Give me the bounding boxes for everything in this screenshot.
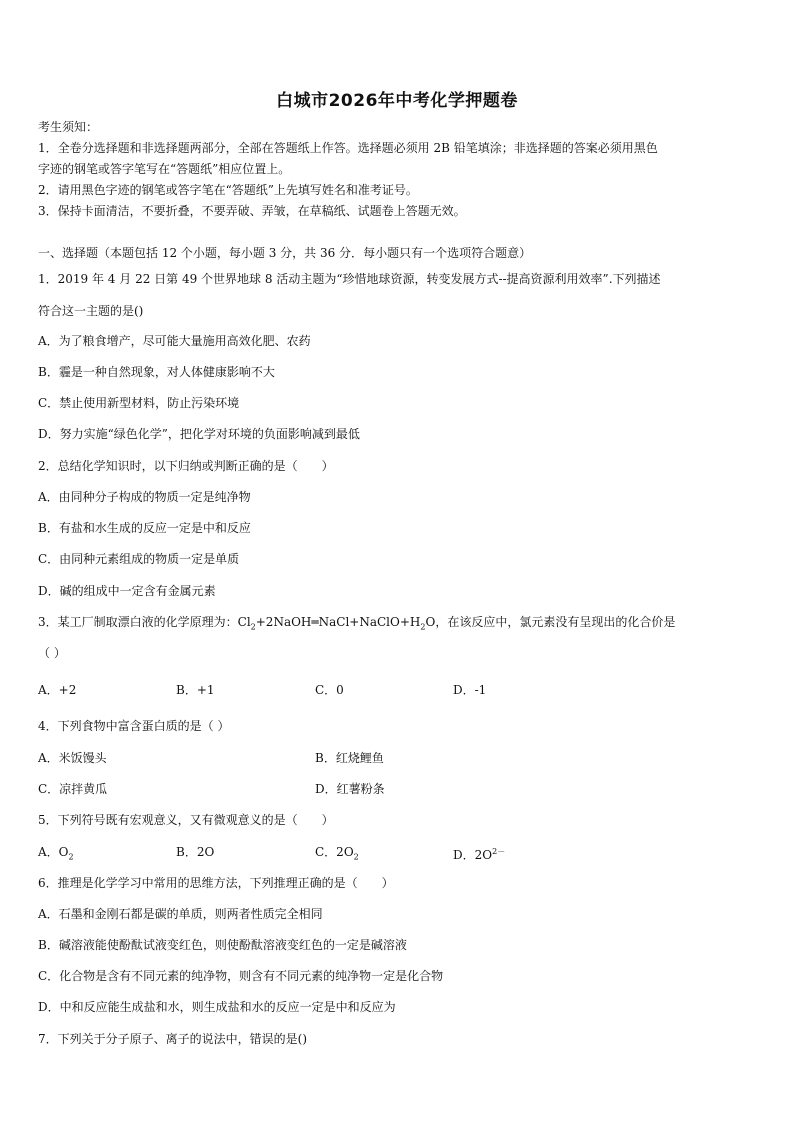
- q5-option-c-text: C．2O: [315, 845, 354, 859]
- q4-option-c: C．凉拌黄瓜: [38, 782, 108, 796]
- notice-item-1a: 1．全卷分选择题和非选择题两部分，全部在答题纸上作答。选择题必须用 2B 铅笔填涂；非选择题的答案必须用黑色: [38, 141, 658, 155]
- q1-stem-a: 1．2019 年 4 月 22 日第 49 个世界地球 8 活动主题为“珍惜地球资源，转变发展方式--提高资源利用效率”.下列描述: [38, 272, 661, 286]
- q6-option-d: D．中和反应能生成盐和水，则生成盐和水的反应一定是中和反应为: [38, 1000, 396, 1014]
- q3-option-c: C．0: [315, 683, 344, 697]
- q7-stem: 7．下列关于分子原子、离子的说法中，错误的是(): [38, 1032, 307, 1046]
- q5-option-d-sup: 2－: [492, 847, 506, 856]
- q5-stem: 5．下列符号既有宏观意义，又有微观意义的是（ ）: [38, 813, 334, 827]
- notice-heading: 考生须知：: [38, 120, 99, 134]
- q2-option-c: C．由同种元素组成的物质一定是单质: [38, 552, 240, 566]
- q3-stem-mid: +2NaOH═NaCl+NaClO+H: [255, 615, 421, 629]
- q3-option-d: D．-1: [453, 683, 487, 697]
- q5-option-a-sub: 2: [68, 852, 74, 862]
- q3-stem-b: （ ）: [38, 646, 66, 660]
- q5-option-b: B．2O: [176, 845, 215, 859]
- q4-option-b: B．红烧鲤鱼: [315, 751, 384, 765]
- notice-item-1b: 字迹的钢笔或答字笔写在“答题纸”相应位置上。: [38, 162, 291, 176]
- q3-sub-cl: 2: [250, 622, 256, 632]
- q3-stem: [38, 614, 758, 635]
- q1-option-b: B．霾是一种自然现象，对人体健康影响不大: [38, 365, 275, 379]
- notice-item-2: 2．请用黑色字迹的钢笔或答字笔在“答题纸”上先填写姓名和准考证号。: [38, 183, 418, 197]
- q1-option-a: A．为了粮食增产，尽可能大量施用高效化肥、农药: [38, 334, 311, 348]
- q5-option-c: [315, 844, 359, 865]
- q5-option-d: [453, 844, 505, 863]
- q3-option-b: B．+1: [176, 683, 215, 697]
- q5-option-a: [38, 844, 74, 865]
- q6-stem: 6．推理是化学学习中常用的思维方法，下列推理正确的是（ ）: [38, 876, 394, 890]
- page-title: 白城市2026年中考化学押题卷: [276, 91, 518, 111]
- q4-option-d: D．红薯粉条: [315, 782, 385, 796]
- notice-item-3: 3．保持卡面清洁，不要折叠，不要弄破、弄皱，在草稿纸、试题卷上答题无效。: [38, 204, 466, 218]
- q1-option-d: D．努力实施“绿色化学”，把化学对环境的负面影响减到最低: [38, 427, 360, 441]
- q1-option-c: C．禁止使用新型材料，防止污染环境: [38, 396, 240, 410]
- q4-stem: 4．下列食物中富含蛋白质的是（ ）: [38, 719, 230, 733]
- q6-option-a: A．石墨和金刚石都是碳的单质，则两者性质完全相同: [38, 907, 323, 921]
- q2-option-a: A．由同种分子构成的物质一定是纯净物: [38, 490, 251, 504]
- q1-stem-b: 符合这一主题的是(): [38, 304, 144, 318]
- q3-option-a: A．+2: [38, 683, 77, 697]
- q6-option-b: B．碱溶液能使酚酞试液变红色，则使酚酞溶液变红色的一定是碱溶液: [38, 938, 407, 952]
- q5-option-a-text: A．O: [38, 845, 69, 859]
- q3-stem-post: O，在该反应中，氯元素没有呈现出的化合价是: [425, 615, 676, 629]
- q5-option-c-sub: 2: [353, 852, 359, 862]
- q3-sub-h: 2: [420, 622, 426, 632]
- q4-option-a: A．米饭馒头: [38, 751, 107, 765]
- q3-stem-pre: 3．某工厂制取漂白液的化学原理为：Cl: [38, 615, 251, 629]
- q6-option-c: C．化合物是含有不同元素的纯净物，则含有不同元素的纯净物一定是化合物: [38, 969, 444, 983]
- q2-option-d: D．碱的组成中一定含有金属元素: [38, 584, 216, 598]
- q2-stem: 2．总结化学知识时，以下归纳或判断正确的是（ ）: [38, 459, 334, 473]
- section-heading: 一、选择题（本题包括 12 个小题，每小题 3 分，共 36 分．每小题只有一个选项符合题意）: [38, 246, 532, 260]
- q5-option-d-text: D．2O: [453, 848, 493, 862]
- q2-option-b: B．有盐和水生成的反应一定是中和反应: [38, 521, 251, 535]
